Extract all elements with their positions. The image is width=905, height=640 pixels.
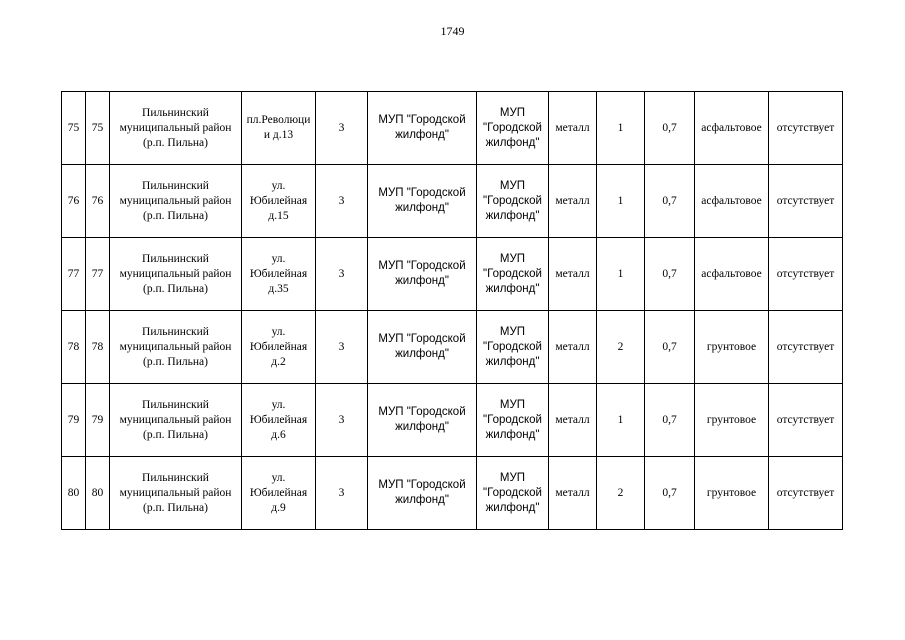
cell-fence: отсутствует — [769, 311, 843, 384]
cell-site-count: 3 — [316, 384, 368, 457]
cell-district-line: муниципальный район — [119, 267, 232, 280]
cell-container-volume: 0,7 — [645, 165, 695, 238]
cell-operator-line: "Городской — [483, 194, 542, 207]
cell-address-line: ул. — [271, 471, 286, 484]
cell-operator-line: жилфонд" — [485, 428, 540, 441]
cell-owner — [368, 165, 477, 238]
cell-fence: отсутствует — [769, 238, 843, 311]
cell-operator-line: "Городской — [483, 413, 542, 426]
cell-district-line: (р.п. Пильна) — [143, 136, 208, 149]
cell-address — [242, 384, 316, 457]
cell-container-material: металл — [549, 311, 597, 384]
cell-operator-line: жилфонд" — [485, 282, 540, 295]
cell-district-line: Пильнинский — [142, 252, 209, 265]
cell-address — [242, 311, 316, 384]
cell-operator-line: МУП — [499, 398, 526, 411]
cell-container-material: металл — [549, 384, 597, 457]
cell-container-material: металл — [549, 92, 597, 165]
cell-site-count: 3 — [316, 457, 368, 530]
cell-container-count: 1 — [597, 165, 645, 238]
cell-district-line: муниципальный район — [119, 121, 232, 134]
cell-container-volume: 0,7 — [645, 384, 695, 457]
cell-address-line: ул. — [271, 325, 286, 338]
cell-district-line: Пильнинский — [142, 106, 209, 119]
cell-owner — [368, 92, 477, 165]
cell-surface-type: грунтовое — [695, 311, 769, 384]
cell-record-number: 77 — [62, 238, 86, 311]
cell-operator-line: МУП — [499, 179, 526, 192]
cell-owner-line: жилфонд" — [395, 421, 449, 433]
cell-address-line: Юбилейная — [249, 486, 308, 499]
cell-record-number: 80 — [62, 457, 86, 530]
cell-address-line: д.35 — [268, 282, 289, 295]
cell-container-material: металл — [549, 165, 597, 238]
cell-owner-line: МУП "Городской — [378, 114, 466, 126]
cell-address-line: пл.Революци — [246, 114, 311, 126]
cell-operator-line: "Городской — [483, 486, 542, 499]
cell-container-volume: 0,7 — [645, 457, 695, 530]
cell-district-line: Пильнинский — [142, 325, 209, 338]
cell-district-line: муниципальный район — [119, 194, 232, 207]
cell-operator — [477, 92, 549, 165]
cell-owner-line: МУП "Городской — [378, 406, 466, 418]
cell-district-line: Пильнинский — [142, 471, 209, 484]
cell-owner-line: жилфонд" — [395, 275, 449, 287]
cell-operator-line: жилфонд" — [485, 136, 540, 149]
cell-owner-line: МУП "Городской — [378, 333, 466, 345]
cell-registry-number: 79 — [86, 384, 110, 457]
cell-district-line: муниципальный район — [119, 340, 232, 353]
cell-operator — [477, 311, 549, 384]
cell-district-line: муниципальный район — [119, 486, 232, 499]
cell-address — [242, 165, 316, 238]
cell-district-line: Пильнинский — [142, 179, 209, 192]
cell-operator — [477, 457, 549, 530]
cell-operator — [477, 384, 549, 457]
table-row — [62, 384, 843, 457]
cell-site-count: 3 — [316, 165, 368, 238]
cell-address-line: Юбилейная — [249, 340, 308, 353]
cell-fence: отсутствует — [769, 384, 843, 457]
cell-address — [242, 92, 316, 165]
cell-owner — [368, 238, 477, 311]
cell-owner-line: жилфонд" — [395, 348, 449, 360]
cell-operator-line: жилфонд" — [485, 209, 540, 222]
cell-owner-line: жилфонд" — [395, 494, 449, 506]
cell-container-volume: 0,7 — [645, 311, 695, 384]
cell-record-number: 75 — [62, 92, 86, 165]
cell-address-line: Юбилейная — [249, 413, 308, 426]
cell-container-count: 1 — [597, 384, 645, 457]
cell-operator-line: жилфонд" — [485, 355, 540, 368]
table-row — [62, 238, 843, 311]
cell-record-number: 79 — [62, 384, 86, 457]
cell-district-line: (р.п. Пильна) — [143, 428, 208, 441]
cell-record-number: 78 — [62, 311, 86, 384]
cell-address-line: ул. — [271, 252, 286, 265]
cell-container-count: 2 — [597, 311, 645, 384]
page-number: 1749 — [440, 24, 465, 38]
cell-container-count: 2 — [597, 457, 645, 530]
cell-container-count: 1 — [597, 92, 645, 165]
cell-address-line: ул. — [271, 398, 286, 411]
cell-operator-line: МУП — [499, 106, 526, 119]
cell-container-count: 1 — [597, 238, 645, 311]
cell-registry-number: 77 — [86, 238, 110, 311]
table-row — [62, 92, 843, 165]
cell-district-line: (р.п. Пильна) — [143, 501, 208, 514]
cell-address-line: Юбилейная — [249, 267, 308, 280]
cell-surface-type: асфальтовое — [695, 238, 769, 311]
cell-owner — [368, 457, 477, 530]
cell-address-line: д.6 — [271, 428, 286, 441]
cell-registry-number: 75 — [86, 92, 110, 165]
cell-operator — [477, 165, 549, 238]
cell-container-volume: 0,7 — [645, 92, 695, 165]
cell-address-line: д.15 — [268, 209, 289, 222]
cell-owner-line: МУП "Городской — [378, 260, 466, 272]
cell-fence: отсутствует — [769, 165, 843, 238]
cell-site-count: 3 — [316, 311, 368, 384]
cell-operator-line: жилфонд" — [485, 501, 540, 514]
cell-district-line: (р.п. Пильна) — [143, 209, 208, 222]
cell-container-volume: 0,7 — [645, 238, 695, 311]
cell-district-line: (р.п. Пильна) — [143, 282, 208, 295]
cell-address-line: д.9 — [271, 501, 286, 514]
cell-owner-line: жилфонд" — [395, 129, 449, 141]
cell-operator-line: МУП — [499, 252, 526, 265]
cell-district-line: муниципальный район — [119, 413, 232, 426]
cell-registry-number: 80 — [86, 457, 110, 530]
cell-site-count: 3 — [316, 238, 368, 311]
cell-owner-line: жилфонд" — [395, 202, 449, 214]
cell-address-line: и д.13 — [263, 129, 294, 141]
cell-surface-type: грунтовое — [695, 384, 769, 457]
cell-district — [110, 384, 242, 457]
cell-address-line: д.2 — [271, 355, 286, 368]
cell-record-number: 76 — [62, 165, 86, 238]
cell-district-line: Пильнинский — [142, 398, 209, 411]
cell-operator-line: "Городской — [483, 267, 542, 280]
cell-address — [242, 457, 316, 530]
cell-operator-line: МУП — [499, 325, 526, 338]
cell-surface-type: грунтовое — [695, 457, 769, 530]
table-row — [62, 165, 843, 238]
cell-district-line: (р.п. Пильна) — [143, 355, 208, 368]
cell-owner — [368, 384, 477, 457]
waste-site-registry-table — [61, 91, 843, 530]
cell-address-line: Юбилейная — [249, 194, 308, 207]
cell-container-material: металл — [549, 457, 597, 530]
cell-surface-type: асфальтовое — [695, 165, 769, 238]
cell-address-line: ул. — [271, 179, 286, 192]
cell-owner-line: МУП "Городской — [378, 187, 466, 199]
cell-operator-line: "Городской — [483, 340, 542, 353]
cell-district — [110, 311, 242, 384]
cell-owner — [368, 311, 477, 384]
cell-container-material: металл — [549, 238, 597, 311]
cell-registry-number: 78 — [86, 311, 110, 384]
cell-fence: отсутствует — [769, 92, 843, 165]
cell-district — [110, 165, 242, 238]
table-row — [62, 311, 843, 384]
cell-address — [242, 238, 316, 311]
cell-district — [110, 238, 242, 311]
cell-district — [110, 92, 242, 165]
table-body — [62, 92, 843, 530]
cell-district — [110, 457, 242, 530]
cell-site-count: 3 — [316, 92, 368, 165]
cell-operator-line: МУП — [499, 471, 526, 484]
cell-owner-line: МУП "Городской — [378, 479, 466, 491]
table-row — [62, 457, 843, 530]
cell-operator-line: "Городской — [483, 121, 542, 134]
cell-operator — [477, 238, 549, 311]
cell-registry-number: 76 — [86, 165, 110, 238]
cell-surface-type: асфальтовое — [695, 92, 769, 165]
cell-fence: отсутствует — [769, 457, 843, 530]
